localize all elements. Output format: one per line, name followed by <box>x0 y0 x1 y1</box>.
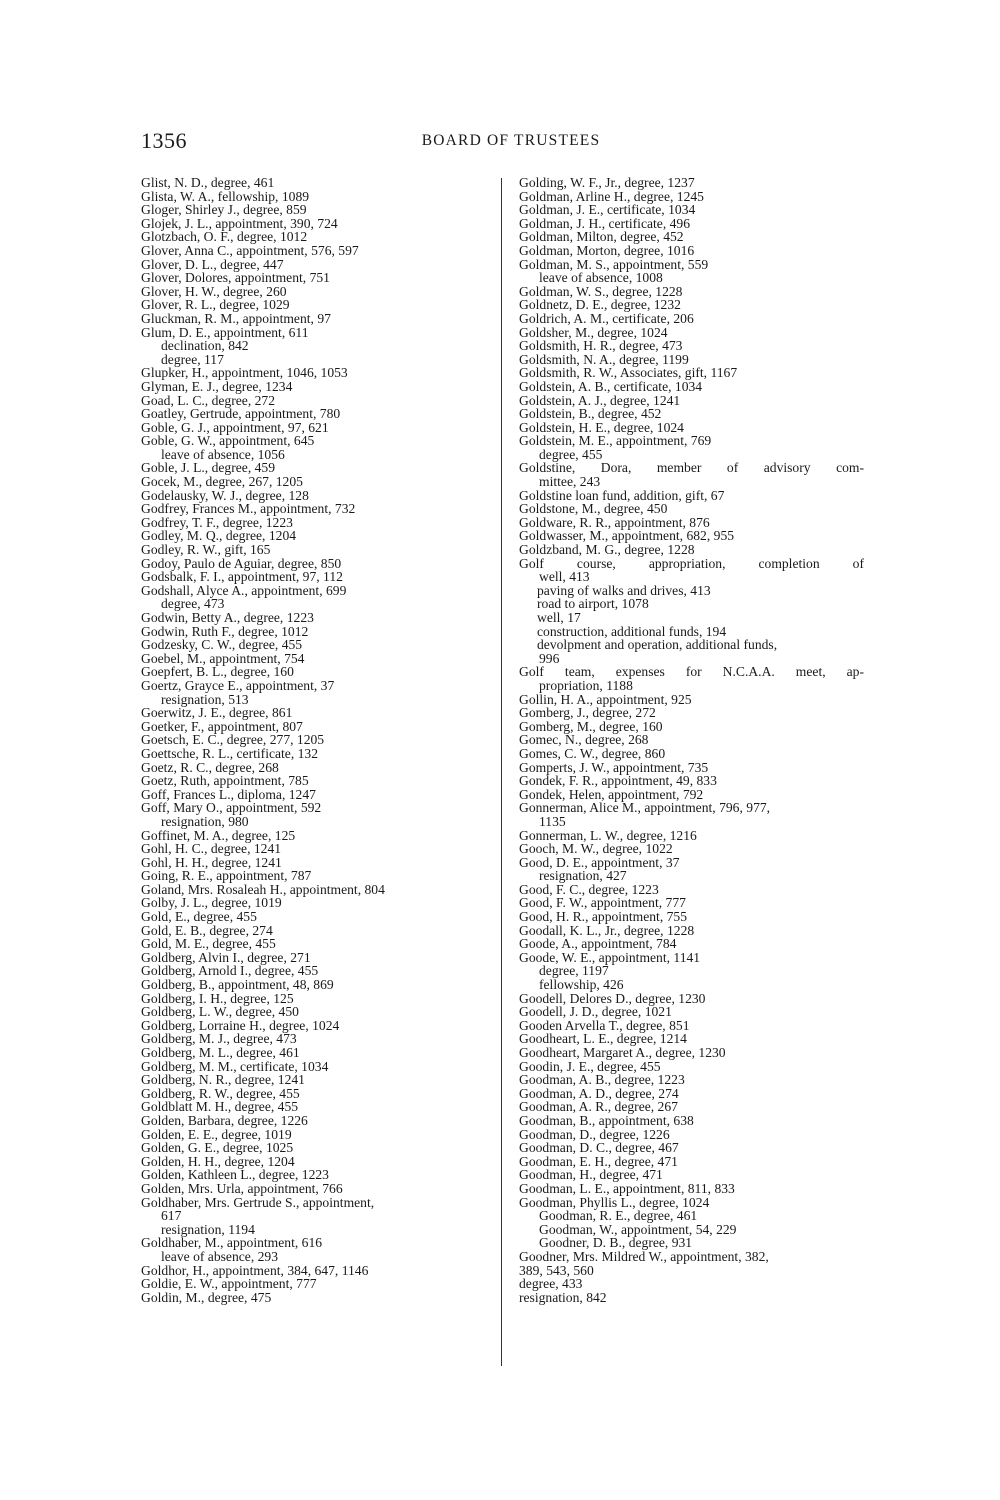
index-entry: Golf team, expenses for N.C.A.A. meet, ap- <box>519 664 864 680</box>
index-entry: Goodman, L. E., appointment, 811, 833 <box>519 1180 735 1196</box>
index-entry: Goatley, Gertrude, appointment, 780 <box>141 406 341 422</box>
index-entry: Gooch, M. W., degree, 1022 <box>519 841 673 857</box>
index-subentry: mittee, 243 <box>539 474 601 490</box>
index-entry: Goldstein, A. J., degree, 1241 <box>519 392 681 408</box>
index-subentry: paving of walks and drives, 413 <box>537 582 711 598</box>
index-entry: Goldberg, Alvin I., degree, 271 <box>141 949 311 965</box>
index-entry: Goldstein, B., degree, 452 <box>519 406 662 422</box>
index-entry: Goland, Mrs. Rosaleah H., appointment, 804 <box>141 881 385 897</box>
index-entry: Goldhor, H., appointment, 384, 647, 1146 <box>141 1262 369 1278</box>
index-subentry: declination, 842 <box>161 338 249 354</box>
index-entry: Goldstein, H. E., degree, 1024 <box>519 419 684 435</box>
index-entry: Goldman, Arline H., degree, 1245 <box>519 188 704 204</box>
index-entry: Goodman, A. B., degree, 1223 <box>519 1072 685 1088</box>
index-subentry: road to airport, 1078 <box>537 596 649 612</box>
index-entry: Golden, Mrs. Urla, appointment, 766 <box>141 1180 343 1196</box>
index-entry: Goldsmith, H. R., degree, 473 <box>519 338 683 354</box>
index-entry: Godfrey, T. F., degree, 1223 <box>141 514 293 530</box>
index-entry: Goodman, D., degree, 1226 <box>519 1126 670 1142</box>
index-entry: resignation, 842 <box>519 1289 607 1305</box>
index-entry: Goldstine, Dora, member of advisory com- <box>519 460 864 476</box>
index-entry: Goldman, Milton, degree, 452 <box>519 229 684 245</box>
index-entry: Gondek, Helen, appointment, 792 <box>519 786 704 802</box>
index-entry: Goerwitz, J. E., degree, 861 <box>141 705 293 721</box>
index-entry: Goldstein, M. E., appointment, 769 <box>519 433 712 449</box>
index-subentry: construction, additional funds, 194 <box>537 623 727 639</box>
index-entry: Goodheart, Margaret A., degree, 1230 <box>519 1045 726 1060</box>
index-entry: Goodner, Mrs. Mildred W., appointment, 382, <box>519 1248 769 1264</box>
index-entry: Goebel, M., appointment, 754 <box>141 650 305 666</box>
index-subentry: resignation, 427 <box>539 868 627 884</box>
index-entry: Golf course, appropriation, completion of <box>519 555 864 571</box>
index-entry: Glotzbach, O. F., degree, 1012 <box>141 229 308 245</box>
index-entry: Goldman, J. H., certificate, 496 <box>519 215 691 231</box>
index-entry: Goldrich, A. M., certificate, 206 <box>519 310 694 326</box>
index-entry: Goldblatt M. H., degree, 455 <box>141 1099 299 1115</box>
index-entry: Goffinet, M. A., degree, 125 <box>141 827 296 843</box>
index-entry: Goldwasser, M., appointment, 682, 955 <box>519 528 735 544</box>
index-entry: Godwin, Ruth F., degree, 1012 <box>141 623 309 639</box>
index-subentry: degree, 473 <box>161 596 225 612</box>
index-subentry: 1135 <box>539 813 566 829</box>
index-entry: Good, F. C., degree, 1223 <box>519 881 659 897</box>
index-subentry: well, 413 <box>539 569 590 585</box>
index-subentry: degree, 117 <box>161 351 224 367</box>
index-subentry: well, 17 <box>537 610 581 625</box>
index-entry: Glover, H. W., degree, 260 <box>141 283 287 299</box>
index-entry: Goodman, D. C., degree, 467 <box>519 1140 679 1156</box>
index-entry: Godoy, Paulo de Aguiar, degree, 850 <box>141 555 342 571</box>
index-entry: Goodheart, L. E., degree, 1214 <box>519 1031 687 1047</box>
index-entry: Goetz, Ruth, appointment, 785 <box>141 773 309 789</box>
index-entry: Goodman, E. H., degree, 471 <box>519 1153 678 1169</box>
index-entry: Good, D. E., appointment, 37 <box>519 854 680 870</box>
index-entry: Goldsmith, R. W., Associates, gift, 1167 <box>519 365 738 381</box>
index-entry: Goldberg, M. M., certificate, 1034 <box>141 1058 329 1074</box>
index-entry: Goldstine loan fund, addition, gift, 67 <box>519 487 725 503</box>
index-entry: Glover, D. L., degree, 447 <box>141 256 284 272</box>
index-entry: Gohl, H. H., degree, 1241 <box>141 854 282 870</box>
index-entry: Goodman, Phyllis L., degree, 1024 <box>519 1194 710 1210</box>
index-entry: Goldzband, M. G., degree, 1228 <box>519 542 695 558</box>
index-entry: Glover, R. L., degree, 1029 <box>141 297 290 313</box>
index-entry: Gomec, N., degree, 268 <box>519 732 649 748</box>
index-entry: Goode, W. E., appointment, 1141 <box>519 949 701 965</box>
index-entry: Godshall, Alyce A., appointment, 699 <box>141 582 347 598</box>
index-subentry: Goodman, R. E., degree, 461 <box>539 1208 698 1224</box>
index-entry: Goldman, M. S., appointment, 559 <box>519 256 709 272</box>
index-subentry: propriation, 1188 <box>539 677 633 693</box>
index-entry: Goldberg, M. J., degree, 473 <box>141 1031 297 1047</box>
index-entry: Gonnerman, L. W., degree, 1216 <box>519 827 697 843</box>
index-entry: Gollin, H. A., appointment, 925 <box>519 691 692 707</box>
index-subentry: 996 <box>539 650 560 666</box>
index-entry: Glover, Anna C., appointment, 576, 597 <box>141 242 359 258</box>
index-entry: Goldman, W. S., degree, 1228 <box>519 283 683 299</box>
index-entry: Goodell, J. D., degree, 1021 <box>519 1004 672 1020</box>
index-entry: Goldberg, R. W., degree, 455 <box>141 1085 300 1101</box>
index-entry: Gomes, C. W., degree, 860 <box>519 745 666 761</box>
index-entry: Goldberg, I. H., degree, 125 <box>141 990 294 1006</box>
index-entry: Glojek, J. L., appointment, 390, 724 <box>141 215 338 231</box>
index-entry: Goad, L. C., degree, 272 <box>141 392 276 408</box>
index-subentry: 617 <box>161 1208 182 1224</box>
index-entry: Goldman, J. E., certificate, 1034 <box>519 202 696 218</box>
index-entry: Goetz, R. C., degree, 268 <box>141 759 279 775</box>
index-entry: Goode, A., appointment, 784 <box>519 936 677 952</box>
index-subentry: fellowship, 426 <box>539 977 624 993</box>
index-entry: Goodman, H., degree, 471 <box>519 1167 663 1183</box>
index-entry: Goldberg, M. L., degree, 461 <box>141 1045 300 1060</box>
index-entry: Gold, E. B., degree, 274 <box>141 922 273 938</box>
index-subentry: leave of absence, 1008 <box>539 270 663 286</box>
index-entry: Goldstein, A. B., certificate, 1034 <box>519 378 703 394</box>
index-subentry: leave of absence, 293 <box>161 1248 279 1264</box>
running-title: BOARD OF TRUSTEES <box>421 132 601 149</box>
index-entry: Goble, J. L., degree, 459 <box>141 460 276 476</box>
index-entry: Gohl, H. C., degree, 1241 <box>141 841 282 857</box>
index-entry: Good, H. R., appointment, 755 <box>519 909 688 925</box>
index-entry: Goldberg, N. R., degree, 1241 <box>141 1072 305 1088</box>
index-entry: Goldhaber, Mrs. Gertrude S., appointment, <box>141 1194 375 1210</box>
index-subentry: degree, 455 <box>539 446 603 462</box>
page-number: 1356 <box>141 128 187 153</box>
page-header <box>141 128 861 158</box>
index-entry: Goldberg, Lorraine H., degree, 1024 <box>141 1017 340 1033</box>
index-subentry: resignation, 1194 <box>161 1221 255 1237</box>
index-entry: Goble, G. W., appointment, 645 <box>141 433 315 449</box>
index-column-right <box>519 176 864 1304</box>
index-entry: Goodman, B., appointment, 638 <box>519 1112 694 1128</box>
index-entry: Gonnerman, Alice M., appointment, 796, 977, <box>519 800 771 816</box>
index-entry: Godley, M. Q., degree, 1204 <box>141 528 297 544</box>
index-entry: Goodman, A. D., degree, 274 <box>519 1085 679 1101</box>
index-entry: Glover, Dolores, appointment, 751 <box>141 270 330 286</box>
index-entry: Glist, N. D., degree, 461 <box>141 175 275 190</box>
index-entry: Golden, Barbara, degree, 1226 <box>141 1112 308 1128</box>
index-subentry: degree, 1197 <box>539 963 609 979</box>
index-entry: Gold, M. E., degree, 455 <box>141 936 276 952</box>
index-entry: Goldhaber, M., appointment, 616 <box>141 1235 323 1251</box>
index-subentry: resignation, 513 <box>161 691 249 707</box>
index-entry: Goettsche, R. L., certificate, 132 <box>141 745 319 761</box>
index-entry: Goldsher, M., degree, 1024 <box>519 324 668 340</box>
index-entry: Glyman, E. J., degree, 1234 <box>141 378 293 394</box>
index-entry: Good, F. W., appointment, 777 <box>519 895 686 911</box>
index-entry: Goertz, Grayce E., appointment, 37 <box>141 677 335 693</box>
index-entry: Godfrey, Frances M., appointment, 732 <box>141 501 356 517</box>
index-entry: Gloger, Shirley J., degree, 859 <box>141 202 307 218</box>
index-entry: degree, 433 <box>519 1276 583 1292</box>
index-entry: Glum, D. E., appointment, 611 <box>141 324 309 340</box>
index-entry: Gooden Arvella T., degree, 851 <box>519 1017 690 1033</box>
index-entry: Goldnetz, D. E., degree, 1232 <box>519 297 681 313</box>
index-entry: Glupker, H., appointment, 1046, 1053 <box>141 365 348 381</box>
index-entry: Godzesky, C. W., degree, 455 <box>141 637 303 653</box>
index-entry: Godley, R. W., gift, 165 <box>141 542 271 558</box>
index-entry: Glista, W. A., fellowship, 1089 <box>141 188 310 204</box>
index-entry: Gold, E., degree, 455 <box>141 909 257 925</box>
index-entry: Goble, G. J., appointment, 97, 621 <box>141 419 329 435</box>
index-entry: Gomberg, M., degree, 160 <box>519 718 663 734</box>
index-entry: Godsbalk, F. I., appointment, 97, 112 <box>141 569 343 585</box>
index-entry: Goldberg, L. W., degree, 450 <box>141 1004 299 1020</box>
index-entry: Golding, W. F., Jr., degree, 1237 <box>519 175 695 190</box>
index-entry: Goodman, A. R., degree, 267 <box>519 1099 678 1115</box>
index-subentry: Goodman, W., appointment, 54, 229 <box>539 1221 737 1237</box>
index-entry: Going, R. E., appointment, 787 <box>141 868 312 884</box>
index-entry: Goodell, Delores D., degree, 1230 <box>519 990 706 1006</box>
index-entry: Gluckman, R. M., appointment, 97 <box>141 310 331 326</box>
index-subentry: devolpment and operation, additional funds, <box>537 637 778 653</box>
index-entry: Golden, E. E., degree, 1019 <box>141 1126 292 1142</box>
index-entry: Goldberg, Arnold I., degree, 455 <box>141 963 319 979</box>
index-entry: Goepfert, B. L., degree, 160 <box>141 664 294 680</box>
column-divider <box>501 178 502 1366</box>
index-entry: Goff, Frances L., diploma, 1247 <box>141 786 316 802</box>
index-subentry: leave of absence, 1056 <box>161 446 285 462</box>
index-entry: Godwin, Betty A., degree, 1223 <box>141 610 314 625</box>
index-entry: 389, 543, 560 <box>519 1262 594 1278</box>
index-entry: Goldsmith, N. A., degree, 1199 <box>519 351 689 367</box>
index-entry: Golden, G. E., degree, 1025 <box>141 1140 294 1156</box>
index-entry: Godelausky, W. J., degree, 128 <box>141 487 309 503</box>
index-entry: Golden, H. H., degree, 1204 <box>141 1153 295 1169</box>
index-entry: Gondek, F. R., appointment, 49, 833 <box>519 773 717 789</box>
index-entry: Goff, Mary O., appointment, 592 <box>141 800 322 816</box>
index-subentry: resignation, 980 <box>161 813 249 829</box>
index-entry: Goldstone, M., degree, 450 <box>519 501 668 517</box>
index-entry: Goldware, R. R., appointment, 876 <box>519 514 710 530</box>
index-column-left <box>141 176 491 1304</box>
index-entry: Gomperts, J. W., appointment, 735 <box>519 759 709 775</box>
index-entry: Gocek, M., degree, 267, 1205 <box>141 474 303 490</box>
index-entry: Golby, J. L., degree, 1019 <box>141 895 282 911</box>
index-subentry: Goodner, D. B., degree, 931 <box>539 1235 693 1251</box>
index-entry: Goldman, Morton, degree, 1016 <box>519 242 695 258</box>
index-entry: Golden, Kathleen L., degree, 1223 <box>141 1167 329 1183</box>
index-entry: Goetker, F., appointment, 807 <box>141 718 303 734</box>
index-entry: Goodall, K. L., Jr., degree, 1228 <box>519 922 695 938</box>
index-entry: Goldberg, B., appointment, 48, 869 <box>141 977 334 993</box>
index-entry: Goodin, J. E., degree, 455 <box>519 1058 661 1074</box>
index-entry: Goetsch, E. C., degree, 277, 1205 <box>141 732 325 748</box>
index-entry: Goldin, M., degree, 475 <box>141 1289 272 1305</box>
index-entry: Gomberg, J., degree, 272 <box>519 705 656 721</box>
index-entry: Goldie, E. W., appointment, 777 <box>141 1276 317 1292</box>
